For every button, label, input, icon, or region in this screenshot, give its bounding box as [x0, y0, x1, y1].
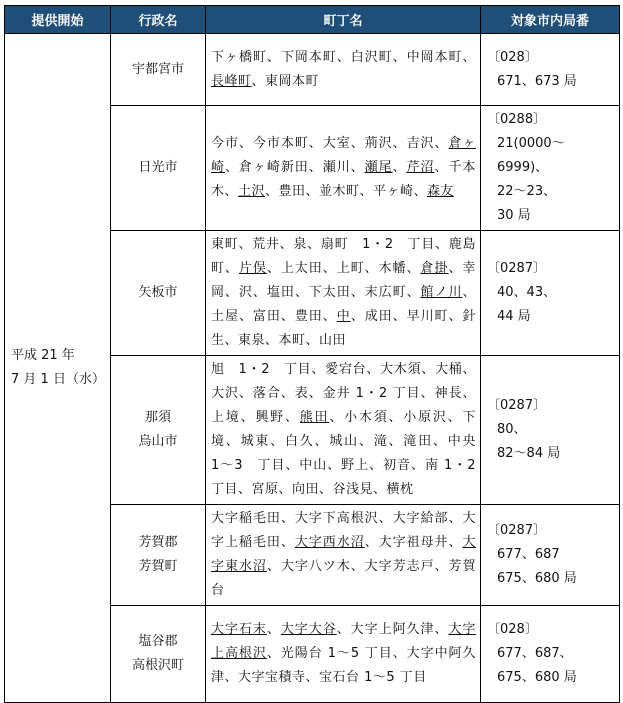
exchange-numbers: 671、673 局 [497, 73, 577, 89]
table-body [5, 34, 620, 703]
exchange-numbers: 675、680 局 [497, 571, 577, 586]
start-date-cell [5, 34, 111, 703]
exchange-numbers: 82〜84 局 [497, 446, 561, 461]
town-names-text: 、大字祖母井、 [364, 535, 463, 550]
town-name-underlined: 倉掛 [420, 261, 449, 276]
town-names-cell [206, 231, 481, 356]
area-code: 〔028〕 [487, 49, 538, 65]
exchange-numbers: 22〜23、 [497, 184, 557, 199]
exchange-numbers: 677、687 [497, 547, 560, 562]
start-date-line: 7 月 1 日（水） [11, 372, 105, 387]
town-name-underlined: 館ノ川 [420, 285, 463, 300]
town-names-text: 、上太田、上町、木幡、 [266, 261, 421, 276]
service-area-table [4, 5, 620, 703]
municipality-name: 芳賀郡 [138, 535, 178, 550]
municipality-cell [111, 606, 206, 703]
area-code: 〔0287〕 [487, 398, 547, 413]
town-names-cell [206, 34, 481, 106]
exchange-codes-cell [481, 606, 620, 703]
area-code: 〔0287〕 [487, 261, 547, 276]
municipality-name: 烏山市 [138, 434, 178, 449]
town-names-cell [206, 356, 490, 505]
header-town-names: 町丁名 [206, 6, 481, 34]
town-names-text: 、小木須、小原沢、下境、城東、白久、城山、滝、滝田、中央 1〜3 丁目、中山、野上、初音、南 1・2 丁目、宮原、向田、谷浅見、横枕 [211, 410, 490, 497]
exchange-codes-cell [481, 231, 620, 356]
town-names-text: 大字稲毛田、大字下高根沢、大字給部、大字上稲毛田、 [211, 511, 476, 550]
exchange-codes-cell [481, 505, 620, 606]
start-date-line: 平成 21 年 [11, 348, 75, 363]
town-names-text: 、土屋、富田、豊田、 [211, 285, 476, 324]
area-code: 〔028〕 [487, 622, 538, 637]
town-names-text: 、 [392, 160, 407, 175]
town-name-underlined: 大字上高根沢 [211, 622, 476, 661]
municipality-name: 芳賀町 [138, 559, 178, 574]
municipality-cell [111, 231, 206, 356]
municipality-name: 宇都宮市 [131, 61, 184, 77]
municipality-name: 日光市 [138, 160, 178, 175]
town-names-cell [206, 505, 481, 606]
exchange-numbers: 675、680 局 [497, 670, 577, 685]
town-names-cell [206, 606, 481, 703]
town-names-cell [206, 106, 481, 231]
town-names-text: 、 [266, 622, 281, 637]
exchange-numbers: 677、687、 [497, 646, 573, 661]
table-header-row [5, 6, 620, 34]
municipality-name: 那須 [144, 410, 171, 425]
town-names-text: 、大字八ツ木、大字芳志戸、芳賀台 [211, 559, 476, 598]
header-exchange-codes: 対象市内局番 [481, 6, 620, 34]
town-name-underlined: 倉ヶ崎 [211, 136, 476, 175]
table-row [5, 34, 620, 106]
exchange-codes-cell [481, 34, 620, 106]
town-name-underlined: 長峰町 [211, 73, 252, 89]
town-names-text: 旭 1・2 丁目、愛宕台、大木須、大桶、大沢、落合、表、金井 1・2 丁目、神長、上境、興野、 [211, 362, 476, 425]
area-code: 〔0287〕 [487, 523, 547, 538]
town-names-text: 、千本木、 [211, 160, 476, 199]
municipality-cell [111, 356, 206, 505]
municipality-name: 高根沢町 [131, 658, 184, 673]
town-name-underlined: 大字大谷 [280, 622, 337, 637]
exchange-numbers: 30 局 [497, 208, 531, 223]
town-name-underlined: 瀬尾 [364, 160, 393, 175]
town-name-underlined: 中 [336, 309, 351, 324]
exchange-numbers: 44 局 [497, 309, 531, 324]
town-names-text: 、幸岡、沢、塩田、下太田、末広町、 [211, 261, 476, 300]
town-name-underlined: 大字東水沼 [211, 535, 476, 574]
town-name-underlined: 片俣 [238, 261, 267, 276]
exchange-numbers: 21(0000〜6999)、 [497, 136, 565, 175]
town-name-underlined: 土沢 [238, 184, 266, 199]
town-names-text: 、成田、早川町、針生、東泉、本町、山田 [211, 309, 476, 348]
town-names-text: 、東岡本町 [251, 73, 320, 89]
municipality-cell [111, 34, 206, 106]
town-name-underlined: 熊田 [299, 410, 330, 425]
area-code: 〔0288〕 [487, 112, 547, 127]
town-names-text: 、大字上阿久津、 [336, 622, 449, 637]
town-names-text: 東町、荒井、泉、扇町 1・2 丁目、鹿島町、 [211, 237, 476, 276]
town-name-underlined: 森友 [427, 184, 455, 199]
exchange-numbers: 80、 [497, 422, 527, 437]
town-name-underlined: 大字西水沼 [294, 535, 365, 550]
header-start-date: 提供開始 [5, 6, 111, 34]
exchange-codes-cell [481, 106, 620, 231]
municipality-name: 矢板市 [138, 285, 178, 300]
town-names-text: 、光陽台 1〜5 丁目、大字中阿久津、大字宝積寺、宝石台 1〜5 丁目 [211, 646, 476, 685]
exchange-numbers: 40、43、 [497, 285, 557, 300]
municipality-cell [111, 106, 206, 231]
exchange-codes-cell [481, 356, 620, 505]
town-name-underlined: 大字石末 [211, 622, 267, 637]
town-name-underlined: 芹沼 [406, 160, 435, 175]
header-municipality: 行政名 [111, 6, 206, 34]
town-names-text: 下ヶ橋町、下岡本町、白沢町、中岡本町、 [211, 49, 476, 65]
town-names-text: 今市、今市本町、大室、荊沢、吉沢、 [211, 136, 449, 151]
municipality-cell [111, 505, 206, 606]
municipality-name: 塩谷郡 [138, 634, 178, 649]
town-names-text: 、豊田、並木町、平ヶ崎、 [265, 184, 428, 199]
town-names-text: 、倉ヶ崎新田、瀬川、 [224, 160, 365, 175]
